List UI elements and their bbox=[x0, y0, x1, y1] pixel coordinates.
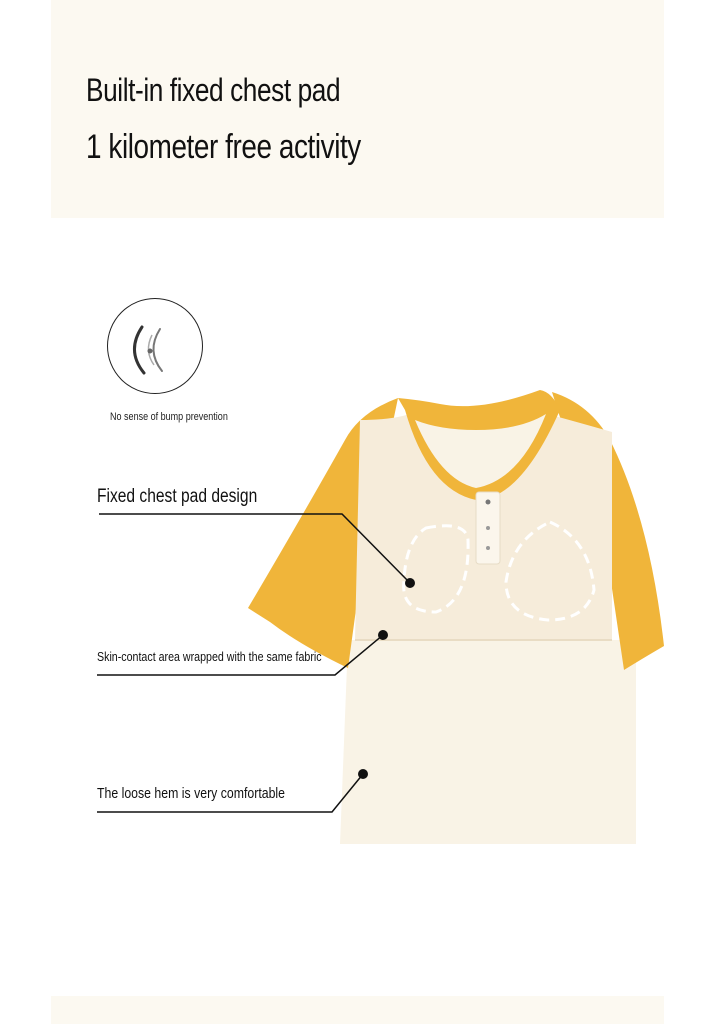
feature-label-skin-contact: Skin-contact area wrapped with the same fabric bbox=[97, 649, 322, 664]
bottom-band bbox=[51, 996, 664, 1024]
headline-line-1: Built-in fixed chest pad bbox=[86, 72, 341, 108]
shirt-hem-body bbox=[340, 640, 636, 844]
feature-label-loose-hem: The loose hem is very comfortable bbox=[97, 785, 285, 802]
headline-line-2: 1 kilometer free activity bbox=[86, 128, 361, 166]
badge-caption: No sense of bump prevention bbox=[110, 411, 228, 423]
feature-label-fixed-pad: Fixed chest pad design bbox=[97, 486, 258, 507]
